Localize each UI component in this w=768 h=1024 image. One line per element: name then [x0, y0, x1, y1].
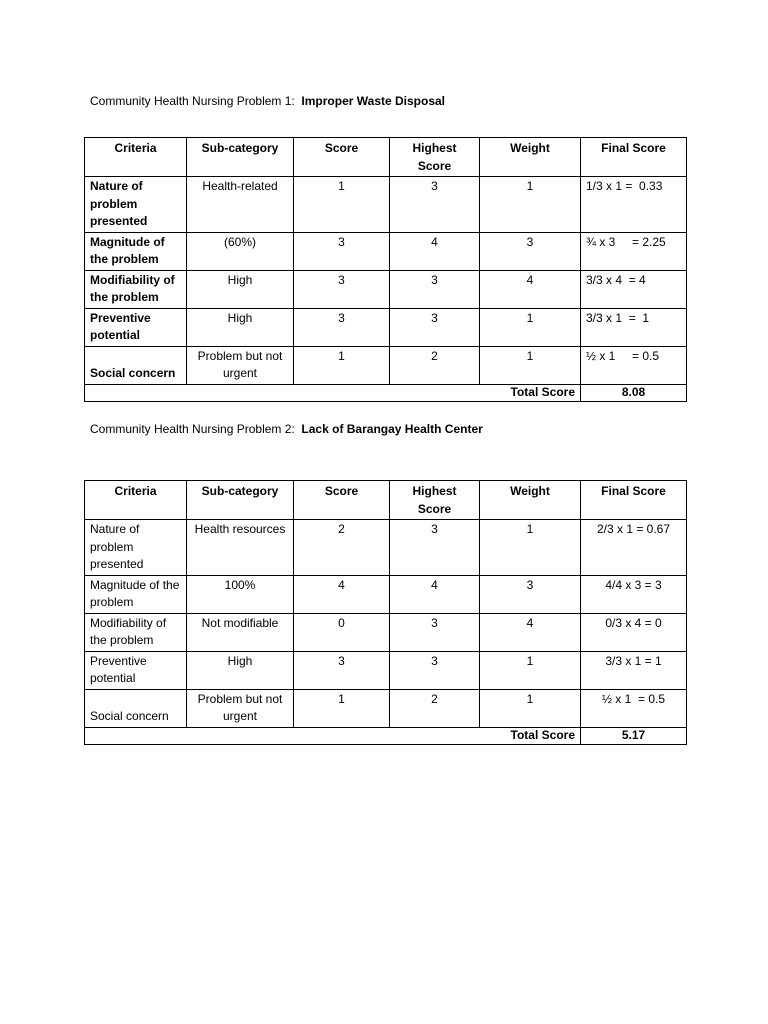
sub-category-cell: High [187, 651, 294, 689]
total-score-label: Total Score [480, 384, 581, 401]
table-row [85, 232, 687, 270]
table-row [85, 520, 687, 576]
weight-cell: 1 [480, 689, 581, 727]
problem-1-prefix: Community Health Nursing Problem 1: [90, 94, 295, 108]
weight-cell: 1 [480, 346, 581, 384]
sub-category-cell: High [187, 270, 294, 308]
highest-score-cell: 3 [390, 651, 480, 689]
criteria-cell: Preventive potential [85, 651, 187, 689]
problem-2-prefix: Community Health Nursing Problem 2: [90, 422, 295, 436]
score-cell: 1 [294, 346, 390, 384]
final-score-cell: 2/3 x 1 = 0.67 [581, 520, 687, 576]
table-header-row [85, 481, 687, 520]
score-cell: 1 [294, 177, 390, 233]
table-row [85, 689, 687, 727]
problem-2-table [84, 480, 687, 745]
highest-score-cell: 3 [390, 177, 480, 233]
header-score: Score [294, 481, 390, 520]
total-row [85, 384, 687, 401]
criteria-cell: Modifiability of the problem [85, 270, 187, 308]
weight-cell: 4 [480, 270, 581, 308]
highest-score-cell: 3 [390, 520, 480, 576]
final-score-cell: 1/3 x 1 = 0.33 [581, 177, 687, 233]
score-cell: 3 [294, 651, 390, 689]
header-weight: Weight [480, 481, 581, 520]
sub-category-cell: Not modifiable [187, 613, 294, 651]
sub-category-cell: Problem but not urgent [187, 689, 294, 727]
table-row [85, 575, 687, 613]
total-spacer [85, 384, 480, 401]
sub-category-cell: High [187, 308, 294, 346]
criteria-cell: Modifiability of the problem [85, 613, 187, 651]
total-spacer [85, 727, 480, 744]
final-score-cell: ¾ x 3 = 2.25 [581, 232, 687, 270]
highest-score-cell: 3 [390, 270, 480, 308]
sub-category-cell: Problem but not urgent [187, 346, 294, 384]
problem-1-title: Improper Waste Disposal [301, 94, 446, 108]
sub-category-cell: (60%) [187, 232, 294, 270]
final-score-cell: 4/4 x 3 = 3 [581, 575, 687, 613]
sub-category-cell: 100% [187, 575, 294, 613]
final-score-cell: ½ x 1 = 0.5 [581, 689, 687, 727]
header-score: Score [294, 138, 390, 177]
table-row [85, 177, 687, 233]
criteria-cell: Nature of problem presented [85, 520, 187, 576]
final-score-cell: 0/3 x 4 = 0 [581, 613, 687, 651]
header-sub-category: Sub-category [187, 138, 294, 177]
highest-score-cell: 3 [390, 308, 480, 346]
weight-cell: 1 [480, 520, 581, 576]
total-row [85, 727, 687, 744]
weight-cell: 1 [480, 651, 581, 689]
problem-2-title: Lack of Barangay Health Center [301, 422, 483, 436]
table-row [85, 346, 687, 384]
problem-1-heading [90, 94, 445, 108]
weight-cell: 3 [480, 575, 581, 613]
weight-cell: 1 [480, 177, 581, 233]
table-row [85, 270, 687, 308]
weight-cell: 4 [480, 613, 581, 651]
table-header-row [85, 138, 687, 177]
score-cell: 2 [294, 520, 390, 576]
highest-score-cell: 4 [390, 575, 480, 613]
criteria-cell: Social concern [85, 689, 187, 727]
final-score-cell: 3/3 x 1 = 1 [581, 651, 687, 689]
header-criteria: Criteria [85, 138, 187, 177]
header-final-score: Final Score [581, 481, 687, 520]
weight-cell: 1 [480, 308, 581, 346]
highest-score-cell: 2 [390, 346, 480, 384]
criteria-cell: Preventive potential [85, 308, 187, 346]
problem-2-heading [90, 422, 483, 436]
total-score-label: Total Score [480, 727, 581, 744]
table-row [85, 651, 687, 689]
weight-cell: 3 [480, 232, 581, 270]
score-cell: 1 [294, 689, 390, 727]
highest-score-cell: 2 [390, 689, 480, 727]
final-score-cell: 3/3 x 4 = 4 [581, 270, 687, 308]
header-sub-category: Sub-category [187, 481, 294, 520]
score-cell: 3 [294, 308, 390, 346]
score-cell: 3 [294, 270, 390, 308]
final-score-cell: ½ x 1 = 0.5 [581, 346, 687, 384]
criteria-cell: Nature of problem presented [85, 177, 187, 233]
highest-score-cell: 4 [390, 232, 480, 270]
score-cell: 3 [294, 232, 390, 270]
total-score-value: 5.17 [581, 727, 687, 744]
highest-score-cell: 3 [390, 613, 480, 651]
table-row [85, 613, 687, 651]
table-row [85, 308, 687, 346]
header-criteria: Criteria [85, 481, 187, 520]
criteria-cell: Magnitude of the problem [85, 232, 187, 270]
criteria-cell: Magnitude of the problem [85, 575, 187, 613]
sub-category-cell: Health resources [187, 520, 294, 576]
total-score-value: 8.08 [581, 384, 687, 401]
final-score-cell: 3/3 x 1 = 1 [581, 308, 687, 346]
header-highest-score: Highest Score [390, 138, 480, 177]
header-final-score: Final Score [581, 138, 687, 177]
sub-category-cell: Health-related [187, 177, 294, 233]
criteria-cell: Social concern [85, 346, 187, 384]
score-cell: 4 [294, 575, 390, 613]
score-cell: 0 [294, 613, 390, 651]
header-weight: Weight [480, 138, 581, 177]
problem-1-table [84, 137, 687, 402]
header-highest-score: Highest Score [390, 481, 480, 520]
